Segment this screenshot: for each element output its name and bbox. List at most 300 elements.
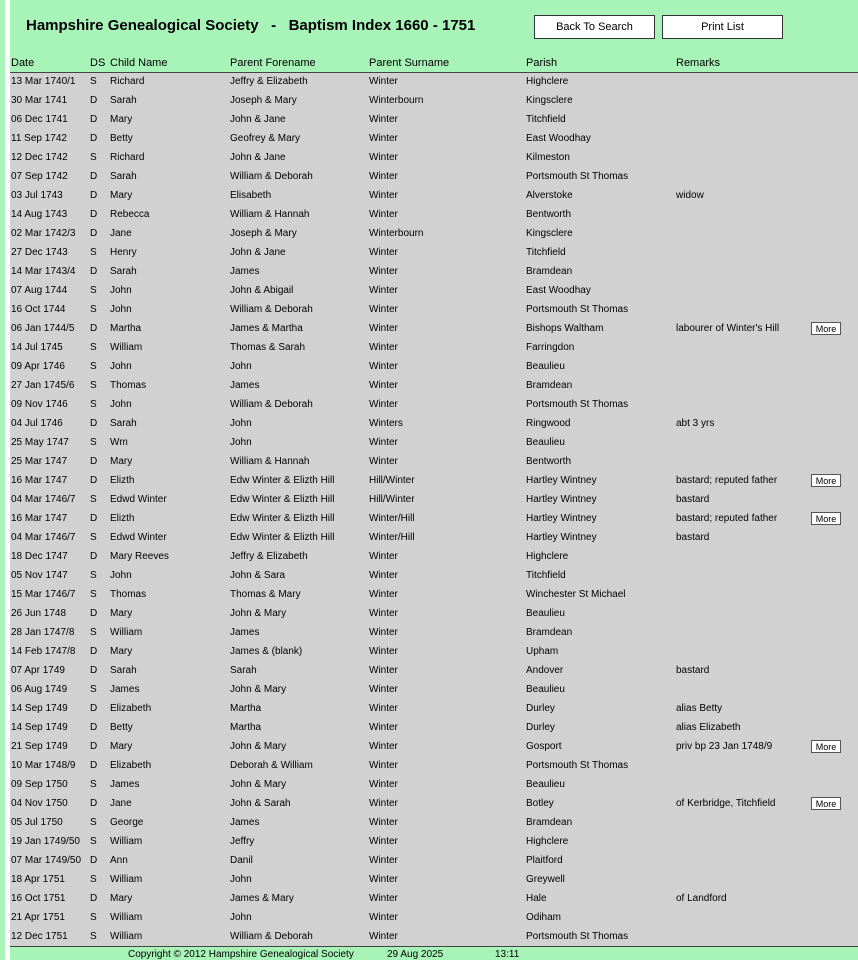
cell-parent-forename: Martha xyxy=(230,703,262,714)
cell-ds: D xyxy=(90,418,98,429)
table-row xyxy=(10,757,858,776)
cell-ds: D xyxy=(90,475,98,486)
table-row xyxy=(10,187,858,206)
cell-ds: S xyxy=(90,380,97,391)
cell-date: 25 Mar 1747 xyxy=(11,456,68,467)
cell-ds: D xyxy=(90,646,98,657)
cell-date: 03 Jul 1743 xyxy=(11,190,63,201)
cell-parent-forename: John & Sara xyxy=(230,570,286,581)
cell-date: 14 Feb 1747/8 xyxy=(11,646,76,657)
cell-parent-surname: Winter xyxy=(369,608,398,619)
cell-parent-forename: Joseph & Mary xyxy=(230,228,297,239)
cell-ds: D xyxy=(90,209,98,220)
cell-date: 06 Aug 1749 xyxy=(11,684,68,695)
cell-date: 11 Sep 1742 xyxy=(11,133,67,144)
cell-ds: D xyxy=(90,798,98,809)
cell-parent-surname: Winter xyxy=(369,760,398,771)
cell-ds: D xyxy=(90,760,98,771)
cell-parent-surname: Winter xyxy=(369,684,398,695)
col-date-header: Date xyxy=(11,57,35,69)
cell-parent-surname: Winter/Hill xyxy=(369,513,415,524)
cell-parish: Gosport xyxy=(526,741,562,752)
cell-parent-forename: John & Jane xyxy=(230,152,286,163)
cell-date: 07 Apr 1749 xyxy=(11,665,65,676)
col-parent-forename-header: Parent Forename xyxy=(230,57,316,69)
cell-ds: D xyxy=(90,133,98,144)
cell-child-name: John xyxy=(110,304,132,315)
table-row xyxy=(10,73,858,92)
cell-parent-surname: Winters xyxy=(369,418,403,429)
cell-parent-forename: John xyxy=(230,361,252,372)
cell-child-name: John xyxy=(110,285,132,296)
footer-date: 29 Aug 2025 xyxy=(387,949,444,960)
cell-child-name: Sarah xyxy=(110,266,137,277)
cell-parent-surname: Winter xyxy=(369,361,398,372)
cell-parent-forename: William & Deborah xyxy=(230,931,313,942)
cell-remarks: bastard xyxy=(676,665,710,676)
cell-ds: S xyxy=(90,874,97,885)
cell-child-name: Sarah xyxy=(110,665,137,676)
cell-remarks: alias Elizabeth xyxy=(676,722,741,733)
cell-ds: S xyxy=(90,304,97,315)
cell-child-name: Richard xyxy=(110,152,145,163)
cell-parent-forename: Edw Winter & Elizth Hill xyxy=(230,475,335,486)
cell-child-name: Richard xyxy=(110,76,145,87)
cell-parent-forename: John & Mary xyxy=(230,741,287,752)
cell-parent-forename: William & Deborah xyxy=(230,171,313,182)
cell-parent-surname: Hill/Winter xyxy=(369,475,415,486)
cell-ds: D xyxy=(90,855,98,866)
cell-child-name: Edwd Winter xyxy=(110,494,167,505)
cell-parent-forename: John & Mary xyxy=(230,779,287,790)
cell-parent-surname: Winter xyxy=(369,437,398,448)
cell-child-name: William xyxy=(110,874,143,885)
cell-remarks: widow xyxy=(676,190,704,201)
cell-parish: Andover xyxy=(526,665,564,676)
cell-ds: D xyxy=(90,551,98,562)
cell-date: 14 Jul 1745 xyxy=(11,342,63,353)
cell-date: 02 Mar 1742/3 xyxy=(11,228,76,239)
table-row xyxy=(10,358,858,377)
col-parish-header: Parish xyxy=(526,57,558,69)
cell-date: 09 Nov 1746 xyxy=(11,399,68,410)
cell-date: 14 Aug 1743 xyxy=(11,209,68,220)
cell-parent-forename: John & Sarah xyxy=(230,798,291,809)
cell-date: 06 Jan 1744/5 xyxy=(11,323,75,334)
cell-child-name: Henry xyxy=(110,247,137,258)
cell-child-name: William xyxy=(110,931,143,942)
cell-child-name: Wm xyxy=(110,437,128,448)
cell-parish: Hartley Wintney xyxy=(526,513,597,524)
cell-child-name: John xyxy=(110,361,132,372)
cell-parish: Hale xyxy=(526,893,547,904)
cell-child-name: Ann xyxy=(110,855,128,866)
cell-ds: D xyxy=(90,456,98,467)
cell-parent-surname: Winter xyxy=(369,570,398,581)
cell-child-name: Sarah xyxy=(110,95,137,106)
cell-remarks: alias Betty xyxy=(676,703,723,714)
cell-parish: Beaulieu xyxy=(526,684,565,695)
cell-parent-surname: Winter xyxy=(369,190,398,201)
cell-parish: Bramdean xyxy=(526,380,573,391)
footer-time: 13:11 xyxy=(495,949,520,960)
table-row xyxy=(10,149,858,168)
cell-parish: Durley xyxy=(526,703,555,714)
cell-date: 04 Nov 1750 xyxy=(11,798,68,809)
cell-date: 09 Apr 1746 xyxy=(11,361,65,372)
cell-parent-forename: Thomas & Sarah xyxy=(230,342,306,353)
cell-ds: D xyxy=(90,266,98,277)
cell-ds: S xyxy=(90,285,97,296)
cell-parent-surname: Winter xyxy=(369,703,398,714)
cell-parent-surname: Winter xyxy=(369,171,398,182)
cell-parent-surname: Winter xyxy=(369,133,398,144)
cell-parish: Bishops Waltham xyxy=(526,323,604,334)
cell-parent-surname: Winterbourn xyxy=(369,95,424,106)
print-list-button[interactable]: Print List xyxy=(662,15,783,39)
cell-parish: Durley xyxy=(526,722,555,733)
cell-date: 25 May 1747 xyxy=(11,437,69,448)
cell-parish: Ringwood xyxy=(526,418,571,429)
cell-parish: Bentworth xyxy=(526,209,572,220)
cell-ds: D xyxy=(90,722,98,733)
cell-child-name: Mary xyxy=(110,741,133,752)
cell-remarks: abt 3 yrs xyxy=(676,418,715,429)
cell-child-name: Betty xyxy=(110,133,133,144)
cell-parent-surname: Winter xyxy=(369,152,398,163)
footer-bar xyxy=(10,946,858,960)
cell-ds: S xyxy=(90,247,97,258)
table-row xyxy=(10,871,858,890)
cell-parent-forename: James & Martha xyxy=(230,323,303,334)
cell-parent-surname: Winter xyxy=(369,304,398,315)
cell-parent-forename: John & Mary xyxy=(230,684,287,695)
cell-date: 18 Apr 1751 xyxy=(11,874,65,885)
cell-date: 05 Nov 1747 xyxy=(11,570,68,581)
cell-ds: S xyxy=(90,361,97,372)
cell-ds: S xyxy=(90,152,97,163)
cell-parish: Beaulieu xyxy=(526,361,565,372)
results-table xyxy=(10,73,858,946)
more-button[interactable]: More xyxy=(811,322,841,335)
col-parent-surname-header: Parent Surname xyxy=(369,57,450,69)
cell-parish: Beaulieu xyxy=(526,437,565,448)
cell-parish: Highclere xyxy=(526,836,569,847)
cell-date: 06 Dec 1741 xyxy=(11,114,68,125)
cell-parent-surname: Winter xyxy=(369,893,398,904)
cell-child-name: Jane xyxy=(110,228,132,239)
cell-child-name: Sarah xyxy=(110,418,137,429)
column-header-row xyxy=(10,56,858,73)
table-row xyxy=(10,548,858,567)
cell-child-name: Jane xyxy=(110,798,132,809)
cell-child-name: Mary xyxy=(110,608,133,619)
cell-ds: S xyxy=(90,779,97,790)
cell-parish: Upham xyxy=(526,646,559,657)
table-row xyxy=(10,92,858,111)
cell-parish: Titchfield xyxy=(526,570,566,581)
table-row xyxy=(10,890,858,909)
cell-ds: S xyxy=(90,684,97,695)
cell-date: 14 Mar 1743/4 xyxy=(11,266,76,277)
table-row xyxy=(10,605,858,624)
cell-ds: D xyxy=(90,893,98,904)
cell-parish: Titchfield xyxy=(526,114,566,125)
cell-parish: Bramdean xyxy=(526,266,573,277)
cell-parent-surname: Winter xyxy=(369,285,398,296)
table-row xyxy=(10,529,858,548)
cell-ds: S xyxy=(90,342,97,353)
cell-child-name: Mary xyxy=(110,893,133,904)
cell-ds: D xyxy=(90,741,98,752)
cell-parent-forename: John & Mary xyxy=(230,608,287,619)
cell-parish: Hartley Wintney xyxy=(526,532,597,543)
cell-date: 12 Dec 1751 xyxy=(11,931,68,942)
cell-ds: S xyxy=(90,836,97,847)
table-row xyxy=(10,643,858,662)
cell-child-name: Elizabeth xyxy=(110,703,152,714)
cell-parent-forename: William & Hannah xyxy=(230,456,310,467)
cell-child-name: Sarah xyxy=(110,171,137,182)
cell-date: 14 Sep 1749 xyxy=(11,703,68,714)
cell-date: 26 Jun 1748 xyxy=(11,608,67,619)
cell-child-name: Elizth xyxy=(110,475,135,486)
cell-parent-forename: John & Jane xyxy=(230,247,286,258)
cell-remarks: labourer of Winter's Hill xyxy=(676,323,780,334)
cell-ds: D xyxy=(90,513,98,524)
cell-date: 15 Mar 1746/7 xyxy=(11,589,76,600)
cell-date: 07 Aug 1744 xyxy=(11,285,68,296)
cell-ds: S xyxy=(90,437,97,448)
table-row xyxy=(10,662,858,681)
cell-parent-surname: Winter xyxy=(369,266,398,277)
cell-parent-forename: James xyxy=(230,627,260,638)
cell-parent-surname: Winter xyxy=(369,323,398,334)
cell-parish: Beaulieu xyxy=(526,779,565,790)
cell-parent-surname: Winter xyxy=(369,76,398,87)
cell-date: 07 Mar 1749/50 xyxy=(11,855,82,866)
cell-parent-surname: Winter xyxy=(369,798,398,809)
cell-ds: D xyxy=(90,608,98,619)
cell-parent-forename: Edw Winter & Elizth Hill xyxy=(230,513,335,524)
more-button[interactable]: More xyxy=(811,797,841,810)
cell-date: 27 Jan 1745/6 xyxy=(11,380,75,391)
cell-parent-surname: Winter xyxy=(369,456,398,467)
cell-child-name: William xyxy=(110,912,143,923)
cell-date: 04 Mar 1746/7 xyxy=(11,494,76,505)
table-row xyxy=(10,263,858,282)
table-row xyxy=(10,301,858,320)
table-row xyxy=(10,624,858,643)
table-row xyxy=(10,282,858,301)
cell-parish: Kingsclere xyxy=(526,228,573,239)
cell-parent-forename: John xyxy=(230,418,252,429)
cell-parent-surname: Winter xyxy=(369,209,398,220)
cell-parent-forename: James & (blank) xyxy=(230,646,303,657)
cell-child-name: James xyxy=(110,684,140,695)
table-row xyxy=(10,681,858,700)
cell-parish: Hartley Wintney xyxy=(526,494,597,505)
cell-date: 16 Mar 1747 xyxy=(11,475,68,486)
table-row xyxy=(10,396,858,415)
cell-parish: Highclere xyxy=(526,76,569,87)
table-row xyxy=(10,377,858,396)
table-row xyxy=(10,700,858,719)
more-button[interactable]: More xyxy=(811,474,841,487)
cell-ds: S xyxy=(90,570,97,581)
cell-parent-forename: Geofrey & Mary xyxy=(230,133,301,144)
cell-remarks: priv bp 23 Jan 1748/9 xyxy=(676,741,773,752)
cell-child-name: William xyxy=(110,627,143,638)
table-row xyxy=(10,415,858,434)
cell-parent-surname: Winter xyxy=(369,836,398,847)
cell-remarks: bastard; reputed father xyxy=(676,475,778,486)
table-row xyxy=(10,833,858,852)
table-row xyxy=(10,567,858,586)
cell-parent-forename: Jeffry & Elizabeth xyxy=(230,76,308,87)
cell-child-name: Elizabeth xyxy=(110,760,152,771)
cell-parish: Greywell xyxy=(526,874,565,885)
cell-parish: Plaitford xyxy=(526,855,563,866)
cell-parish: Botley xyxy=(526,798,554,809)
back-to-search-button[interactable]: Back To Search xyxy=(534,15,655,39)
cell-parent-forename: Deborah & William xyxy=(230,760,313,771)
table-row xyxy=(10,320,858,339)
cell-parish: Portsmouth St Thomas xyxy=(526,171,629,182)
cell-child-name: Betty xyxy=(110,722,133,733)
cell-date: 16 Mar 1747 xyxy=(11,513,68,524)
cell-parent-forename: John xyxy=(230,912,252,923)
cell-parent-forename: Edw Winter & Elizth Hill xyxy=(230,532,335,543)
table-row xyxy=(10,928,858,947)
page-title: Hampshire Genealogical Society - Baptism Index 1660 - 1751 xyxy=(26,17,476,34)
table-row xyxy=(10,453,858,472)
cell-parish: Alverstoke xyxy=(526,190,573,201)
table-row xyxy=(10,776,858,795)
cell-ds: D xyxy=(90,665,98,676)
cell-parent-surname: Winter xyxy=(369,874,398,885)
cell-ds: S xyxy=(90,627,97,638)
cell-parent-surname: Hill/Winter xyxy=(369,494,415,505)
cell-date: 04 Jul 1746 xyxy=(11,418,63,429)
cell-parent-forename: John & Jane xyxy=(230,114,286,125)
cell-ds: S xyxy=(90,931,97,942)
table-row xyxy=(10,491,858,510)
cell-ds: D xyxy=(90,190,98,201)
cell-parent-forename: Jeffry & Elizabeth xyxy=(230,551,308,562)
cell-parent-surname: Winter xyxy=(369,646,398,657)
cell-child-name: Thomas xyxy=(110,589,147,600)
cell-parent-surname: Winter xyxy=(369,722,398,733)
cell-parent-surname: Winter xyxy=(369,665,398,676)
cell-remarks: bastard xyxy=(676,532,710,543)
table-row xyxy=(10,814,858,833)
table-row xyxy=(10,339,858,358)
cell-parent-forename: John & Abigail xyxy=(230,285,294,296)
cell-parent-forename: Thomas & Mary xyxy=(230,589,301,600)
col-ds-header: DS xyxy=(90,57,106,69)
cell-ds: D xyxy=(90,323,98,334)
more-button[interactable]: More xyxy=(811,740,841,753)
cell-parent-forename: James xyxy=(230,266,260,277)
cell-parent-surname: Winter xyxy=(369,114,398,125)
more-button[interactable]: More xyxy=(811,512,841,525)
cell-parent-forename: Sarah xyxy=(230,665,257,676)
cell-parent-surname: Winterbourn xyxy=(369,228,424,239)
cell-parent-forename: Danil xyxy=(230,855,253,866)
cell-child-name: Rebecca xyxy=(110,209,150,220)
cell-parent-forename: John xyxy=(230,437,252,448)
cell-date: 18 Dec 1747 xyxy=(11,551,68,562)
cell-parent-surname: Winter xyxy=(369,380,398,391)
cell-child-name: Mary Reeves xyxy=(110,551,169,562)
cell-parent-forename: William & Hannah xyxy=(230,209,310,220)
cell-parent-surname: Winter xyxy=(369,342,398,353)
header-bar xyxy=(10,0,858,56)
cell-child-name: William xyxy=(110,342,143,353)
cell-child-name: Edwd Winter xyxy=(110,532,167,543)
cell-remarks: bastard xyxy=(676,494,710,505)
cell-parish: Portsmouth St Thomas xyxy=(526,304,629,315)
cell-parent-surname: Winter/Hill xyxy=(369,532,415,543)
cell-parent-surname: Winter xyxy=(369,247,398,258)
cell-parent-surname: Winter xyxy=(369,779,398,790)
cell-parish: Kingsclere xyxy=(526,95,573,106)
cell-parish: Odiham xyxy=(526,912,562,923)
cell-ds: S xyxy=(90,399,97,410)
cell-ds: S xyxy=(90,589,97,600)
cell-remarks: of Kerbridge, Titchfield xyxy=(676,798,776,809)
cell-date: 04 Mar 1746/7 xyxy=(11,532,76,543)
cell-date: 13 Mar 1740/1 xyxy=(11,76,76,87)
cell-child-name: George xyxy=(110,817,144,828)
table-row xyxy=(10,130,858,149)
cell-parish: Beaulieu xyxy=(526,608,565,619)
table-row xyxy=(10,244,858,263)
cell-ds: D xyxy=(90,703,98,714)
cell-parent-forename: William & Deborah xyxy=(230,399,313,410)
cell-parish: Portsmouth St Thomas xyxy=(526,760,629,771)
table-row xyxy=(10,206,858,225)
cell-ds: S xyxy=(90,912,97,923)
cell-date: 19 Jan 1749/50 xyxy=(11,836,80,847)
table-row xyxy=(10,719,858,738)
cell-child-name: Thomas xyxy=(110,380,147,391)
cell-parish: Bramdean xyxy=(526,817,573,828)
cell-ds: S xyxy=(90,817,97,828)
copyright-text: Copyright © 2012 Hampshire Genealogical Society xyxy=(128,949,354,960)
table-row xyxy=(10,795,858,814)
table-row xyxy=(10,586,858,605)
cell-ds: S xyxy=(90,494,97,505)
cell-child-name: Mary xyxy=(110,190,133,201)
cell-parent-surname: Winter xyxy=(369,912,398,923)
cell-parish: Farringdon xyxy=(526,342,575,353)
cell-parent-surname: Winter xyxy=(369,627,398,638)
cell-date: 09 Sep 1750 xyxy=(11,779,68,790)
cell-child-name: Mary xyxy=(110,114,133,125)
cell-parish: Bramdean xyxy=(526,627,573,638)
table-row xyxy=(10,472,858,491)
cell-child-name: Mary xyxy=(110,646,133,657)
table-row xyxy=(10,434,858,453)
cell-parish: Portsmouth St Thomas xyxy=(526,399,629,410)
cell-parent-forename: Jeffry xyxy=(230,836,255,847)
cell-ds: D xyxy=(90,228,98,239)
cell-child-name: John xyxy=(110,570,132,581)
cell-ds: D xyxy=(90,171,98,182)
cell-child-name: James xyxy=(110,779,140,790)
